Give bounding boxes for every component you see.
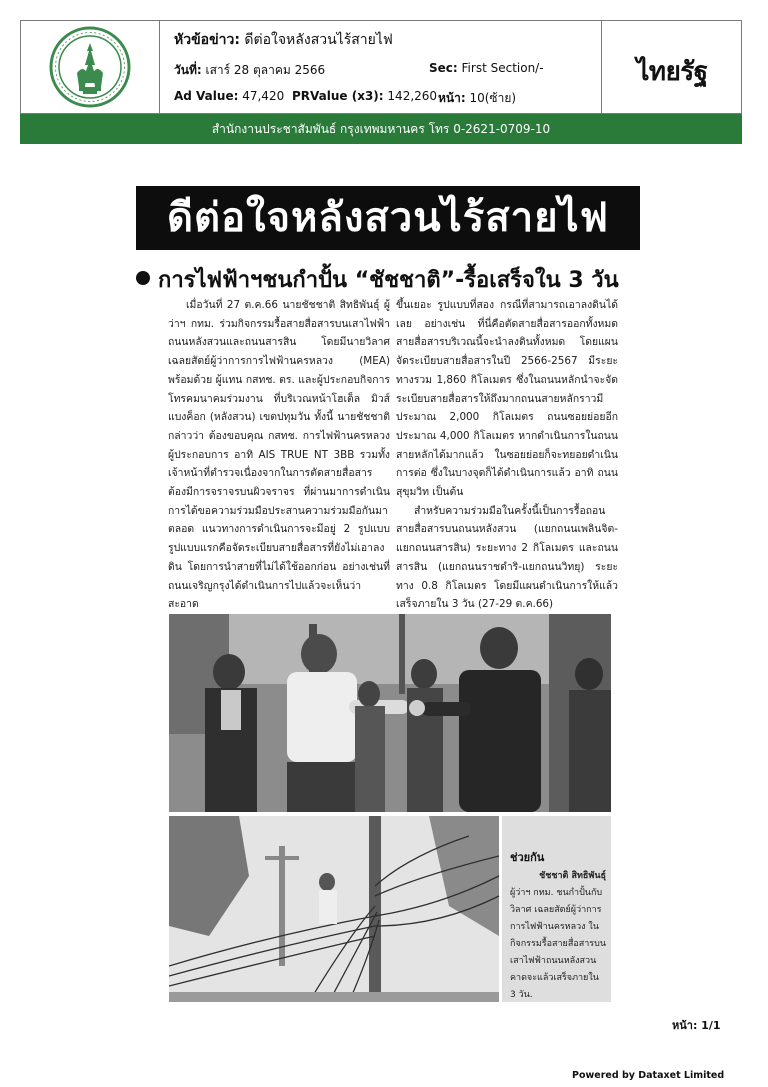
caption-text <box>510 868 606 1004</box>
page-value: 10(ซ้าย) <box>469 91 517 105</box>
page-label: หน้า: <box>438 91 466 105</box>
logo-cell <box>21 21 160 113</box>
caption-body: ผู้ว่าฯ กทม. ชนกำปั้นกับ วิลาศ เฉลยสัตย์ผู้ว่าการการไฟฟ้านครหลวง ในกิจกรรมรื้อสายสื่อสารบนเสาไฟฟ้าถนนหลังสวน คาดจะแล้วเสร็จภายใน 3 วัน. <box>510 888 606 1000</box>
caption-title: ช่วยกัน <box>510 851 545 864</box>
bma-seal-logo <box>49 25 131 109</box>
ad-value-label: Ad Value: <box>174 89 239 103</box>
section-label: Sec: <box>429 61 458 75</box>
article-column-2 <box>396 296 618 614</box>
subheadline-text: การไฟฟ้าฯชนกำปั้น “ชัชชาติ”-รื้อเสร็จใน 3 วัน <box>158 268 619 293</box>
news-photo-cable-removal <box>169 816 499 1002</box>
bullet-icon <box>136 271 150 285</box>
date-value: เสาร์ 28 ตุลาคม 2566 <box>205 63 326 77</box>
photo-caption <box>502 816 611 1002</box>
pr-value-label: PRValue (x3): <box>292 89 384 103</box>
ad-value: 47,420 <box>242 89 285 103</box>
section-info <box>429 61 544 75</box>
article-paragraph: เมื่อวันที่ 27 ต.ค.66 นายชัชชาติ สิทธิพันธุ์ ผู้ว่าฯ กทม. ร่วมกิจกรรมรื้อสายสื่อสารบนเสาไฟฟ้า ถนนหลังสวนและถนนสารสิน โดยมีนายวิลาศ เฉลยสัตย์ผู้ว่าการการไฟฟ้านครหลวง (MEA) พร้อมด้วย ผู้แทน กสทช. ตร. และผู้ประกอบกิจการโทรคมนาคมร่วมงาน ที่บริเวณหน้าโฮเต็ล มิวส์ แบงค็อก (หลังสวน) เขตปทุมวัน ทั้งนี้ นายชัชชาติกล่าวว่า ต้องขอบคุณ กสทช. การไฟฟ้านครหลวง ผู้ประกอบการ อาทิ AIS TRUE NT 3BB รวมทั้งเจ้าหน้าที่ตำรวจเนื่องจากในการตัดสายสื่อสารต้องมีการจราจรบนผิวจราจร ที่ผ่านมาการดำเนินการได้ขอความร่วมมือประสานความร่วมมือกันมาตลอด แนวทางการดำเนินการจะมีอยู่ 2 รูปแบบ รูปแบบแรกคือจัดระเบียบสายสื่อสารที่ยังไม่เอาลงดิน โดยการนำสายที่ไม่ได้ใช้ออกก่อน อย่างเช่นที่ถนนเจริญกรุงได้ดำเนินการไปแล้วจะเห็นว่าสะอาด <box>168 299 390 611</box>
headline-info-row <box>174 29 393 51</box>
powered-by: Powered by Dataxet Limited <box>572 1070 725 1081</box>
pr-value: 142,260 <box>387 89 438 103</box>
article-column-1 <box>168 296 390 614</box>
pr-value-info <box>292 89 437 103</box>
clipping-info <box>160 21 601 113</box>
news-photo-fist-bump <box>169 614 611 812</box>
headline-label: หัวข้อข่าว: <box>174 32 240 48</box>
article-subheadline <box>136 262 656 297</box>
page-info <box>438 89 516 108</box>
publication-cell <box>601 21 742 113</box>
date-info-row <box>174 61 544 80</box>
section-value: First Section/- <box>461 61 544 75</box>
headline-value: ดีต่อใจหลังสวนไร้สายไฟ <box>244 32 393 48</box>
article-headline: ดีต่อใจหลังสวนไร้สายไฟ <box>136 186 640 250</box>
clipping-header <box>20 20 742 114</box>
date-label: วันที่: <box>174 63 202 77</box>
article-paragraph: สำหรับความร่วมมือในครั้งนี้เป็นการรื้อถอนสายสื่อสารบนถนนหลังสวน (แยกถนนเพลินจิต-แยกถนนสารสิน) ระยะทาง 2 กิโลเมตร และถนนสารสิน (แยกถนนราชดำริ-แยกถนนวิทยุ) ระยะทาง 0.8 กิโลเมตร โดยมีแผนดำเนินการให้แล้วเสร็จภายใน 3 วัน (27-29 ต.ค.66) <box>396 504 618 611</box>
caption-name: ชัชชาติ สิทธิพันธุ์ <box>539 871 606 881</box>
contact-banner: สำนักงานประชาสัมพันธ์ กรุงเทพมหานคร โทร 0-2621-0709-10 <box>20 114 742 144</box>
value-info-row <box>174 89 517 105</box>
page-indicator: หน้า: 1/1 <box>672 1019 721 1032</box>
article-paragraph: ขึ้นเยอะ รูปแบบที่สอง กรณีที่สามารถเอาลงดินได้เลย อย่างเช่น ที่นี่คือตัดสายสื่อสารออกทั้งหมด สายสื่อสารบริเวณนี้จะนำลงดินทั้งหมด โดยแผนจัดระเบียบสายสื่อสารในปี 2566-2567 มีระยะทางรวม 1,860 กิโลเมตร ซึ่งในถนนหลักนำจะจัดระเบียบสายสื่อสารให้ถึงมากถนนสายหลักราวมีประมาณ 2,000 กิโลเมตร ถนนซอยย่อยอีกประมาณ 4,000 กิโลเมตร หากดำเนินการในถนนสายหลักได้มากแล้ว ในซอยย่อยก็จะทยอยดำเนินการต่อ ซึ่งในบางจุดก็ได้ดำเนินการแล้ว อาทิ ถนนสุขุมวิท เป็นต้น <box>396 299 618 499</box>
publication-logo-text: ไทยรัฐ <box>636 57 708 87</box>
